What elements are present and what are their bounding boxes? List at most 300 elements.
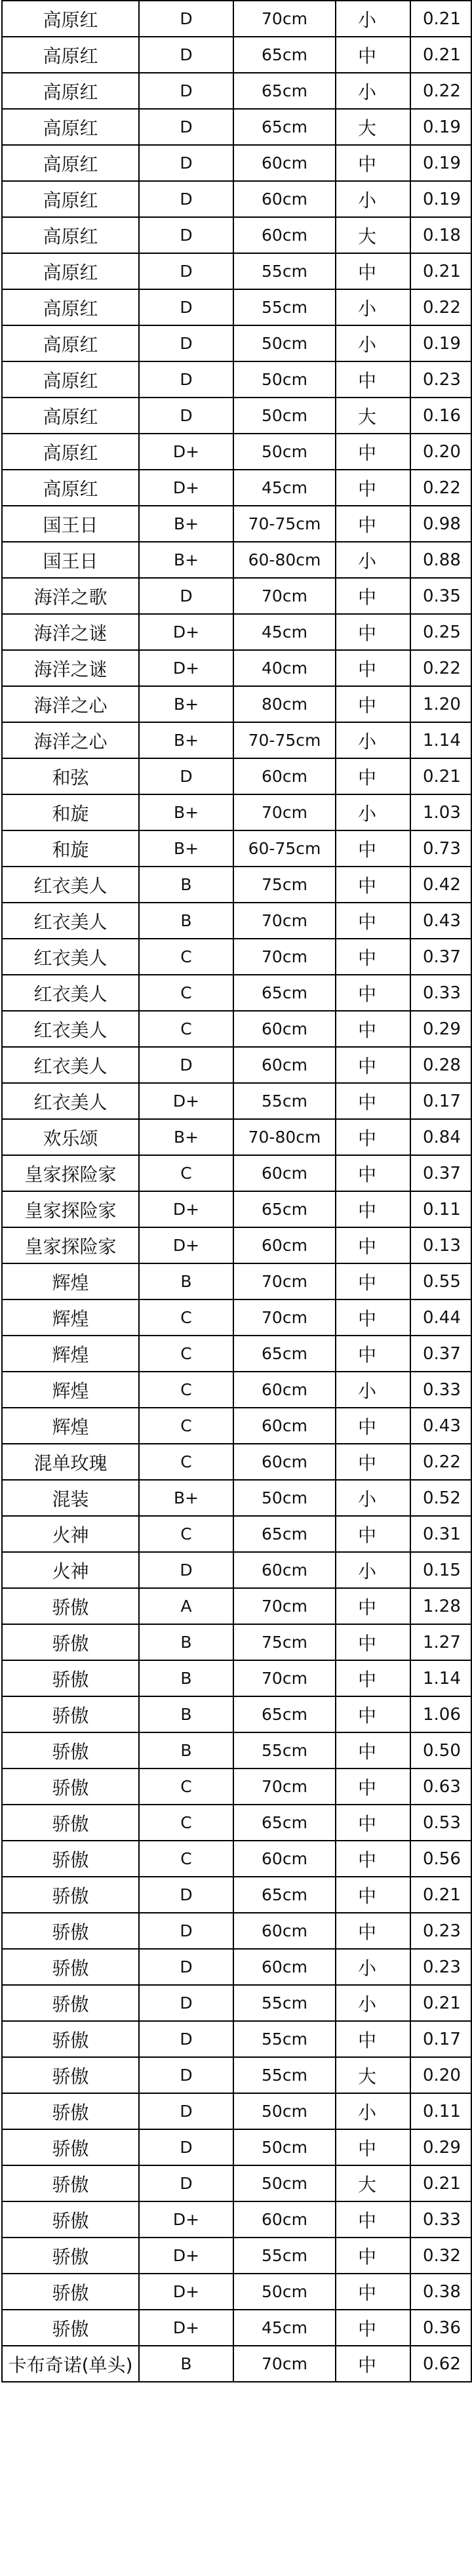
variety-cell: 辉煌	[2, 1336, 139, 1372]
length-cell: 70cm	[233, 2346, 336, 2382]
variety-cell: 红衣美人	[2, 867, 139, 903]
price-cell: 0.56	[410, 1841, 471, 1877]
length-cell: 60cm	[233, 217, 336, 253]
variety-cell: 骄傲	[2, 2129, 139, 2165]
price-cell: 0.15	[410, 1552, 471, 1588]
variety-cell: 辉煌	[2, 1299, 139, 1336]
grade-cell: D+	[139, 2238, 233, 2274]
size-cell: 大	[336, 217, 410, 253]
size-cell: 中	[336, 614, 410, 650]
variety-cell: 高原红	[2, 73, 139, 109]
table-row	[2, 794, 471, 830]
grade-cell: D	[139, 1949, 233, 1985]
price-cell: 0.38	[410, 2274, 471, 2310]
size-cell: 小	[336, 73, 410, 109]
price-cell: 0.62	[410, 2346, 471, 2382]
table-body	[2, 1, 471, 2382]
variety-cell: 红衣美人	[2, 939, 139, 975]
table-row	[2, 1011, 471, 1047]
variety-cell: 骄傲	[2, 1805, 139, 1841]
table-row	[2, 1516, 471, 1552]
table-row	[2, 109, 471, 145]
variety-cell: 海洋之歌	[2, 578, 139, 614]
grade-cell: D+	[139, 1083, 233, 1119]
size-cell: 中	[336, 145, 410, 181]
variety-cell: 骄傲	[2, 1841, 139, 1877]
size-cell: 中	[336, 578, 410, 614]
grade-cell: C	[139, 975, 233, 1011]
grade-cell: D	[139, 37, 233, 73]
price-cell: 0.19	[410, 325, 471, 361]
grade-cell: D	[139, 2093, 233, 2129]
grade-cell: B+	[139, 686, 233, 722]
table-row	[2, 1336, 471, 1372]
size-cell: 中	[336, 1805, 410, 1841]
table-row	[2, 614, 471, 650]
table-row	[2, 1696, 471, 1732]
size-cell: 中	[336, 903, 410, 939]
variety-cell: 骄傲	[2, 2201, 139, 2238]
length-cell: 60cm	[233, 181, 336, 217]
table-row	[2, 37, 471, 73]
table-row	[2, 2310, 471, 2346]
table-row	[2, 434, 471, 470]
table-row	[2, 1480, 471, 1516]
length-cell: 55cm	[233, 2021, 336, 2057]
variety-cell: 高原红	[2, 398, 139, 434]
length-cell: 50cm	[233, 1480, 336, 1516]
size-cell: 小	[336, 1480, 410, 1516]
price-cell: 0.20	[410, 434, 471, 470]
price-cell: 0.20	[410, 2057, 471, 2093]
table-row	[2, 1, 471, 37]
price-cell: 1.20	[410, 686, 471, 722]
price-cell: 0.33	[410, 2201, 471, 2238]
table-row	[2, 1877, 471, 1913]
variety-cell: 高原红	[2, 145, 139, 181]
size-cell: 小	[336, 325, 410, 361]
price-cell: 0.43	[410, 903, 471, 939]
table-row	[2, 1299, 471, 1336]
table-row	[2, 1408, 471, 1444]
variety-cell: 骄傲	[2, 1696, 139, 1732]
variety-cell: 辉煌	[2, 1263, 139, 1299]
variety-cell: 骄傲	[2, 1624, 139, 1660]
grade-cell: C	[139, 1155, 233, 1191]
size-cell: 中	[336, 867, 410, 903]
variety-cell: 高原红	[2, 1, 139, 37]
length-cell: 55cm	[233, 1985, 336, 2021]
size-cell: 小	[336, 1949, 410, 1985]
grade-cell: B	[139, 1263, 233, 1299]
price-cell: 0.13	[410, 1227, 471, 1263]
price-cell: 0.23	[410, 1949, 471, 1985]
length-cell: 55cm	[233, 1083, 336, 1119]
length-cell: 65cm	[233, 37, 336, 73]
variety-cell: 高原红	[2, 37, 139, 73]
grade-cell: D	[139, 398, 233, 434]
price-cell: 0.17	[410, 1083, 471, 1119]
price-cell: 0.21	[410, 1877, 471, 1913]
length-cell: 70cm	[233, 1660, 336, 1696]
variety-cell: 和弦	[2, 758, 139, 794]
price-cell: 0.22	[410, 650, 471, 686]
grade-cell: D+	[139, 1227, 233, 1263]
price-cell: 0.21	[410, 37, 471, 73]
variety-cell: 高原红	[2, 181, 139, 217]
table-row	[2, 217, 471, 253]
table-row	[2, 2238, 471, 2274]
variety-cell: 红衣美人	[2, 975, 139, 1011]
length-cell: 50cm	[233, 2165, 336, 2201]
length-cell: 60cm	[233, 1372, 336, 1408]
length-cell: 55cm	[233, 2238, 336, 2274]
grade-cell: D+	[139, 2201, 233, 2238]
price-cell: 0.55	[410, 1263, 471, 1299]
size-cell: 中	[336, 830, 410, 867]
grade-cell: C	[139, 939, 233, 975]
grade-cell: D	[139, 73, 233, 109]
variety-cell: 卡布奇诺(单头)	[2, 2346, 139, 2382]
length-cell: 65cm	[233, 73, 336, 109]
length-cell: 45cm	[233, 470, 336, 506]
table-row	[2, 1913, 471, 1949]
size-cell: 中	[336, 1732, 410, 1768]
price-cell: 0.16	[410, 398, 471, 434]
grade-cell: C	[139, 1408, 233, 1444]
length-cell: 60cm	[233, 1552, 336, 1588]
grade-cell: D	[139, 2129, 233, 2165]
size-cell: 小	[336, 542, 410, 578]
size-cell: 中	[336, 1660, 410, 1696]
length-cell: 60cm	[233, 1155, 336, 1191]
variety-cell: 红衣美人	[2, 1011, 139, 1047]
price-cell: 0.28	[410, 1047, 471, 1083]
table-row	[2, 975, 471, 1011]
grade-cell: C	[139, 1299, 233, 1336]
grade-cell: B	[139, 867, 233, 903]
variety-cell: 骄傲	[2, 1768, 139, 1805]
size-cell: 中	[336, 37, 410, 73]
grade-cell: C	[139, 1805, 233, 1841]
size-cell: 中	[336, 253, 410, 289]
length-cell: 65cm	[233, 1516, 336, 1552]
size-cell: 中	[336, 686, 410, 722]
length-cell: 60cm	[233, 1011, 336, 1047]
grade-cell: D	[139, 217, 233, 253]
price-cell: 1.27	[410, 1624, 471, 1660]
grade-cell: B+	[139, 1480, 233, 1516]
price-cell: 0.32	[410, 2238, 471, 2274]
grade-cell: A	[139, 1588, 233, 1624]
grade-cell: D	[139, 2021, 233, 2057]
size-cell: 小	[336, 1552, 410, 1588]
variety-cell: 骄傲	[2, 1877, 139, 1913]
price-cell: 0.52	[410, 1480, 471, 1516]
table-row	[2, 506, 471, 542]
size-cell: 中	[336, 506, 410, 542]
length-cell: 70cm	[233, 1263, 336, 1299]
length-cell: 55cm	[233, 253, 336, 289]
table-row	[2, 1660, 471, 1696]
table-row	[2, 181, 471, 217]
variety-cell: 火神	[2, 1552, 139, 1588]
grade-cell: C	[139, 1444, 233, 1480]
price-cell: 0.43	[410, 1408, 471, 1444]
price-cell: 0.18	[410, 217, 471, 253]
length-cell: 70-75cm	[233, 722, 336, 758]
table-row	[2, 1732, 471, 1768]
table-row	[2, 1805, 471, 1841]
grade-cell: D	[139, 758, 233, 794]
table-row	[2, 2057, 471, 2093]
table-row	[2, 361, 471, 398]
variety-cell: 欢乐颂	[2, 1119, 139, 1155]
price-cell: 0.84	[410, 1119, 471, 1155]
variety-cell: 骄傲	[2, 2238, 139, 2274]
grade-cell: D	[139, 1985, 233, 2021]
price-cell: 0.23	[410, 1913, 471, 1949]
grade-cell: D+	[139, 650, 233, 686]
grade-cell: D	[139, 1913, 233, 1949]
price-cell: 0.35	[410, 578, 471, 614]
grade-cell: D	[139, 1, 233, 37]
size-cell: 小	[336, 794, 410, 830]
table-row	[2, 1444, 471, 1480]
variety-cell: 高原红	[2, 434, 139, 470]
size-cell: 小	[336, 722, 410, 758]
size-cell: 中	[336, 2129, 410, 2165]
variety-cell: 辉煌	[2, 1408, 139, 1444]
price-cell: 0.23	[410, 361, 471, 398]
price-cell: 0.53	[410, 1805, 471, 1841]
table-row	[2, 1372, 471, 1408]
price-cell: 1.06	[410, 1696, 471, 1732]
size-cell: 中	[336, 1191, 410, 1227]
variety-cell: 高原红	[2, 253, 139, 289]
size-cell: 中	[336, 2201, 410, 2238]
length-cell: 70cm	[233, 794, 336, 830]
table-row	[2, 145, 471, 181]
size-cell: 中	[336, 1119, 410, 1155]
variety-cell: 骄傲	[2, 1985, 139, 2021]
length-cell: 60cm	[233, 1444, 336, 1480]
table-row	[2, 1949, 471, 1985]
variety-cell: 和旋	[2, 830, 139, 867]
grade-cell: D	[139, 145, 233, 181]
size-cell: 中	[336, 1047, 410, 1083]
variety-cell: 骄傲	[2, 1660, 139, 1696]
grade-cell: D+	[139, 614, 233, 650]
grade-cell: D	[139, 253, 233, 289]
size-cell: 大	[336, 2057, 410, 2093]
table-row	[2, 2021, 471, 2057]
grade-cell: B	[139, 1696, 233, 1732]
price-cell: 0.98	[410, 506, 471, 542]
size-cell: 大	[336, 109, 410, 145]
length-cell: 50cm	[233, 2274, 336, 2310]
table-row	[2, 686, 471, 722]
grade-cell: D	[139, 1877, 233, 1913]
length-cell: 50cm	[233, 398, 336, 434]
table-row	[2, 1155, 471, 1191]
size-cell: 小	[336, 1372, 410, 1408]
size-cell: 中	[336, 1444, 410, 1480]
variety-cell: 海洋之谜	[2, 650, 139, 686]
grade-cell: D	[139, 2057, 233, 2093]
length-cell: 60-80cm	[233, 542, 336, 578]
price-cell: 1.28	[410, 1588, 471, 1624]
grade-cell: D	[139, 578, 233, 614]
grade-cell: D	[139, 181, 233, 217]
variety-cell: 皇家探险家	[2, 1227, 139, 1263]
length-cell: 60cm	[233, 758, 336, 794]
length-cell: 70cm	[233, 1299, 336, 1336]
size-cell: 中	[336, 1588, 410, 1624]
table-row	[2, 939, 471, 975]
table-row	[2, 2093, 471, 2129]
length-cell: 60cm	[233, 1913, 336, 1949]
size-cell: 中	[336, 1913, 410, 1949]
size-cell: 大	[336, 2165, 410, 2201]
size-cell: 中	[336, 2238, 410, 2274]
table-row	[2, 867, 471, 903]
variety-cell: 高原红	[2, 217, 139, 253]
length-cell: 50cm	[233, 325, 336, 361]
variety-cell: 混装	[2, 1480, 139, 1516]
size-cell: 小	[336, 1, 410, 37]
variety-cell: 高原红	[2, 325, 139, 361]
size-cell: 中	[336, 1696, 410, 1732]
table-row	[2, 398, 471, 434]
price-cell: 1.03	[410, 794, 471, 830]
grade-cell: D+	[139, 434, 233, 470]
grade-cell: D	[139, 109, 233, 145]
grade-cell: B	[139, 1660, 233, 1696]
grade-cell: D	[139, 289, 233, 325]
variety-cell: 皇家探险家	[2, 1191, 139, 1227]
grade-cell: B	[139, 2346, 233, 2382]
variety-cell: 高原红	[2, 109, 139, 145]
grade-cell: B	[139, 903, 233, 939]
length-cell: 60cm	[233, 145, 336, 181]
length-cell: 40cm	[233, 650, 336, 686]
size-cell: 中	[336, 1299, 410, 1336]
price-cell: 0.19	[410, 145, 471, 181]
price-table	[1, 0, 472, 2382]
price-cell: 0.21	[410, 1, 471, 37]
size-cell: 中	[336, 1516, 410, 1552]
variety-cell: 国王日	[2, 506, 139, 542]
size-cell: 中	[336, 2274, 410, 2310]
price-cell: 0.21	[410, 1985, 471, 2021]
grade-cell: B+	[139, 506, 233, 542]
length-cell: 70cm	[233, 1, 336, 37]
size-cell: 中	[336, 1011, 410, 1047]
price-cell: 1.14	[410, 722, 471, 758]
price-cell: 0.19	[410, 181, 471, 217]
price-cell: 0.29	[410, 2129, 471, 2165]
grade-cell: C	[139, 1841, 233, 1877]
length-cell: 65cm	[233, 1805, 336, 1841]
grade-cell: C	[139, 1336, 233, 1372]
variety-cell: 混单玫瑰	[2, 1444, 139, 1480]
variety-cell: 骄傲	[2, 2274, 139, 2310]
variety-cell: 骄傲	[2, 2093, 139, 2129]
table-row	[2, 73, 471, 109]
size-cell: 中	[336, 1336, 410, 1372]
price-cell: 0.21	[410, 253, 471, 289]
table-row	[2, 830, 471, 867]
price-cell: 0.33	[410, 1372, 471, 1408]
table-row	[2, 1841, 471, 1877]
length-cell: 50cm	[233, 2093, 336, 2129]
length-cell: 65cm	[233, 1696, 336, 1732]
grade-cell: B+	[139, 722, 233, 758]
grade-cell: B+	[139, 542, 233, 578]
price-cell: 0.33	[410, 975, 471, 1011]
price-cell: 0.37	[410, 939, 471, 975]
table-row	[2, 1191, 471, 1227]
table-row	[2, 542, 471, 578]
variety-cell: 海洋之心	[2, 686, 139, 722]
size-cell: 中	[336, 1408, 410, 1444]
grade-cell: C	[139, 1372, 233, 1408]
size-cell: 中	[336, 2021, 410, 2057]
size-cell: 中	[336, 939, 410, 975]
table-row	[2, 325, 471, 361]
table-row	[2, 1227, 471, 1263]
length-cell: 60cm	[233, 1227, 336, 1263]
table-row	[2, 2274, 471, 2310]
price-cell: 0.37	[410, 1336, 471, 1372]
price-cell: 0.50	[410, 1732, 471, 1768]
variety-cell: 高原红	[2, 470, 139, 506]
length-cell: 60cm	[233, 1408, 336, 1444]
size-cell: 中	[336, 1263, 410, 1299]
variety-cell: 高原红	[2, 361, 139, 398]
size-cell: 中	[336, 650, 410, 686]
size-cell: 小	[336, 1985, 410, 2021]
grade-cell: D	[139, 1552, 233, 1588]
length-cell: 60cm	[233, 1841, 336, 1877]
size-cell: 中	[336, 361, 410, 398]
length-cell: 70cm	[233, 903, 336, 939]
variety-cell: 红衣美人	[2, 903, 139, 939]
table-row	[2, 2129, 471, 2165]
table-row	[2, 289, 471, 325]
table-row	[2, 2201, 471, 2238]
length-cell: 75cm	[233, 867, 336, 903]
grade-cell: B	[139, 1624, 233, 1660]
length-cell: 80cm	[233, 686, 336, 722]
variety-cell: 和旋	[2, 794, 139, 830]
grade-cell: D+	[139, 470, 233, 506]
size-cell: 中	[336, 975, 410, 1011]
grade-cell: D	[139, 1047, 233, 1083]
variety-cell: 骄傲	[2, 2165, 139, 2201]
size-cell: 中	[336, 2346, 410, 2382]
size-cell: 中	[336, 1841, 410, 1877]
size-cell: 大	[336, 398, 410, 434]
grade-cell: C	[139, 1516, 233, 1552]
length-cell: 70-75cm	[233, 506, 336, 542]
table-row	[2, 2346, 471, 2382]
table-row	[2, 1588, 471, 1624]
table-row	[2, 578, 471, 614]
table-row	[2, 1119, 471, 1155]
table-row	[2, 1624, 471, 1660]
